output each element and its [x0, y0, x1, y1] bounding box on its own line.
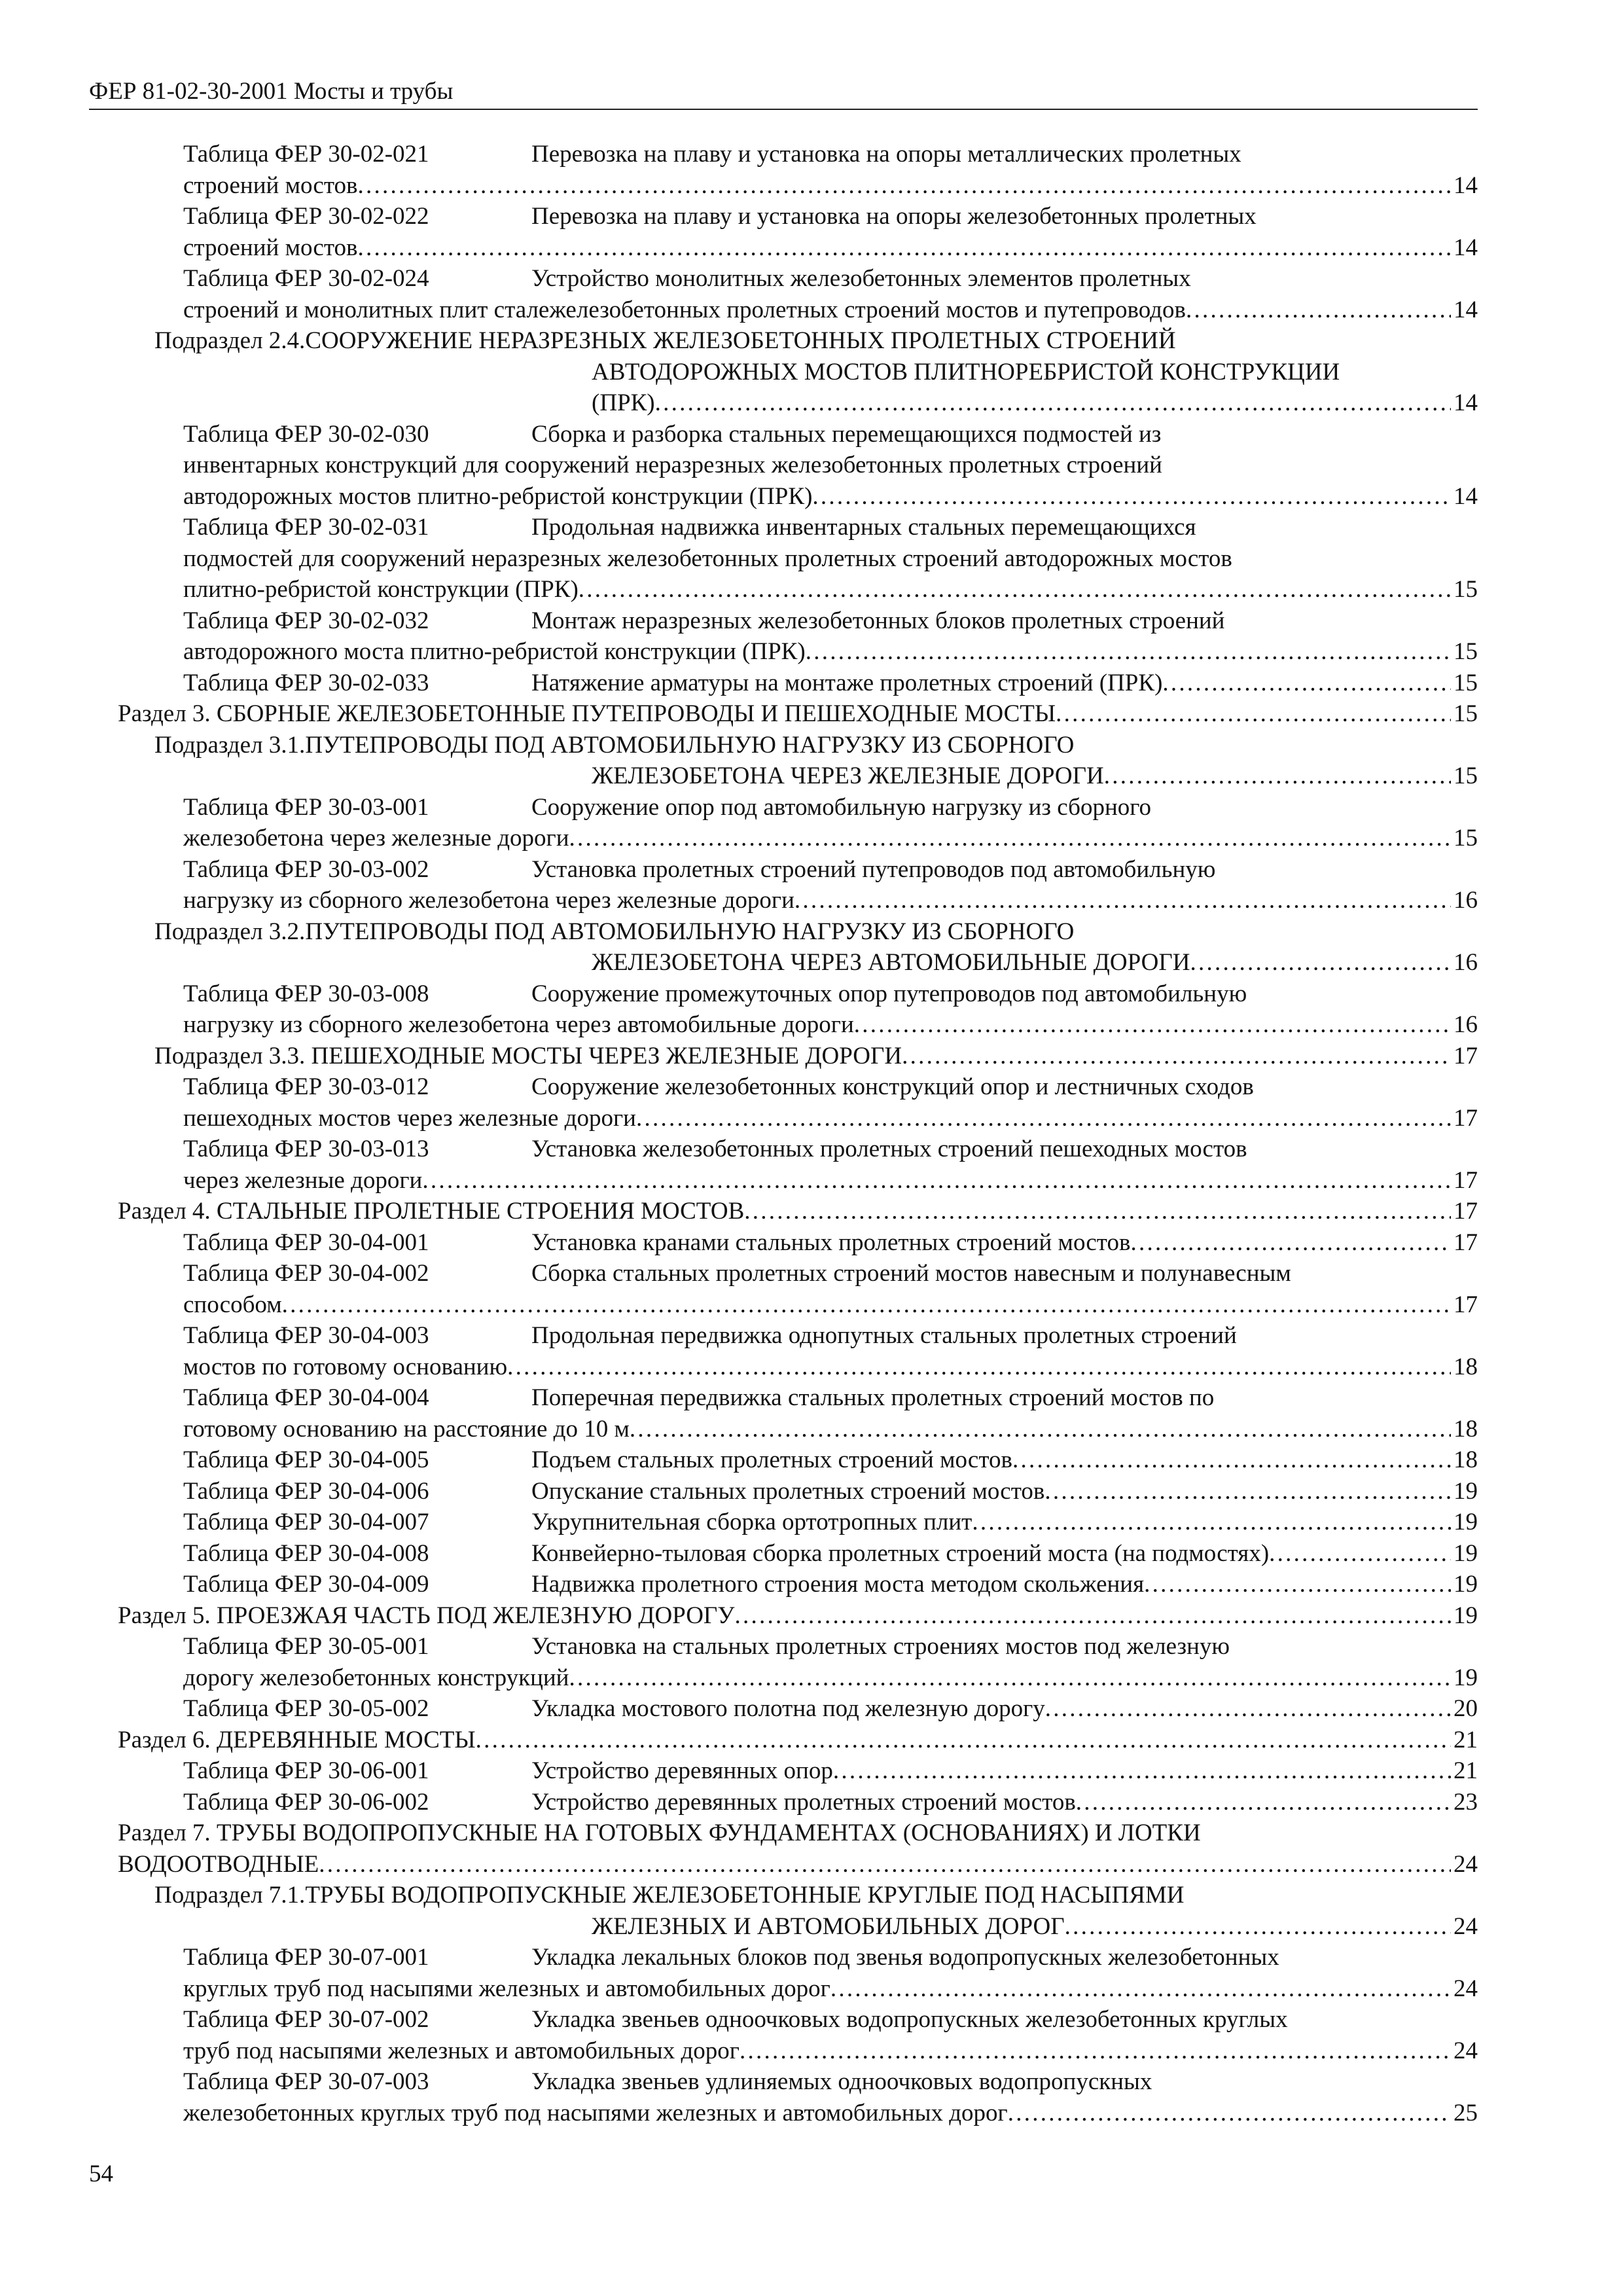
dot-leader [812, 481, 1451, 512]
toc-entry[interactable] [89, 1818, 1478, 1880]
toc-entry[interactable] [89, 1227, 1478, 1259]
toc-entry-title: способом [183, 1291, 282, 1318]
toc-entry-title: Устройство деревянных опор [531, 1757, 833, 1784]
dot-leader [357, 170, 1451, 202]
toc-entry[interactable] [89, 854, 1478, 916]
dot-leader [830, 1973, 1451, 2005]
table-code: Таблица ФЕР 30-05-002 [183, 1695, 429, 1722]
toc-page-number: 15 [1454, 669, 1478, 696]
toc-page-number: 21 [1454, 1726, 1478, 1753]
toc-page-number: 18 [1454, 1353, 1478, 1380]
toc-page-number: 15 [1454, 762, 1478, 789]
table-code: Таблица ФЕР 30-04-009 [183, 1571, 429, 1598]
table-code: Таблица ФЕР 30-03-013 [183, 1136, 429, 1162]
dot-leader [744, 1196, 1451, 1227]
dot-leader [1065, 1911, 1451, 1943]
toc-entry-title: автодорожных мостов плитно-ребристой конструкции (ПРК) [183, 482, 813, 510]
toc-entry-title: строений мостов [183, 234, 358, 261]
table-code: Таблица ФЕР 30-02-021 [183, 141, 429, 168]
toc-entry[interactable] [89, 668, 1478, 699]
toc-entry-last-line [183, 232, 1478, 264]
toc-entry-title: строений и монолитных плит сталежелезобетонных пролетных строений мостов и путепроводов [183, 296, 1186, 323]
table-code: Таблица ФЕР 30-02-030 [183, 420, 429, 448]
subsection-code: Подраздел 7.1. [154, 1882, 306, 1909]
toc-entry[interactable] [89, 978, 1478, 1041]
toc-entry-title: Раздел 5. ПРОЕЗЖАЯ ЧАСТЬ ПОД ЖЕЛЕЗНУЮ ДОРОГУ [118, 1602, 735, 1629]
toc-page-number: 18 [1454, 1446, 1478, 1473]
toc-entry-title: Укладка лекальных блоков под звенья водопропускных железобетонных [531, 1944, 1279, 1971]
toc-entry[interactable] [89, 263, 1478, 325]
toc-page-number: 17 [1454, 1042, 1478, 1069]
toc-entry-title: Укладка мостового полотна под железную дорогу [531, 1695, 1045, 1722]
toc-entry[interactable] [89, 1880, 1478, 1942]
toc-page-number: 21 [1454, 1757, 1478, 1784]
table-code: Таблица ФЕР 30-06-002 [183, 1788, 429, 1816]
toc-entry-title: Конвейерно-тыловая сборка пролетных строений моста (на подмостях) [531, 1539, 1270, 1567]
toc-entry-last-line [154, 1911, 1478, 1943]
toc-entry[interactable] [89, 1134, 1478, 1196]
toc-entry-title: ПУТЕПРОВОДЫ ПОД АВТОМОБИЛЬНУЮ НАГРУЗКУ ИЗ СБОРНОГО [305, 918, 1075, 945]
dot-leader [569, 1662, 1451, 1694]
toc-page-number: 16 [1454, 1011, 1478, 1038]
toc-entry-title: железобетона через железные дороги [183, 825, 569, 852]
toc-entry-last-line [183, 1009, 1478, 1041]
toc-entry-title: нагрузку из сборного железобетона через автомобильные дороги [183, 1011, 854, 1038]
toc-entry-title: через железные дороги [183, 1166, 423, 1194]
toc-entry-last-line [183, 1444, 1478, 1476]
toc-entry[interactable] [89, 1755, 1478, 1787]
subsection-code: Подраздел 2.4. [154, 327, 306, 354]
toc-entry-last-line [154, 947, 1478, 978]
table-code: Таблица ФЕР 30-03-001 [183, 793, 429, 821]
toc-page-number: 17 [1454, 1198, 1478, 1225]
table-of-contents [89, 139, 1478, 2128]
dot-leader [1190, 947, 1451, 978]
toc-entry[interactable] [89, 1041, 1478, 1072]
toc-entry-title: Сооружение опор под автомобильную нагрузку из сборного [531, 793, 1152, 821]
toc-entry[interactable] [89, 1538, 1478, 1570]
toc-entry-last-line [183, 1227, 1478, 1259]
toc-entry-title: СООРУЖЕНИЕ НЕРАЗРЕЗНЫХ ЖЕЛЕЗОБЕТОННЫХ ПРОЛЕТНЫХ СТРОЕНИЙ [305, 327, 1176, 354]
toc-entry-title: Сооружение промежуточных опор путепроводов под автомобильную [531, 980, 1247, 1007]
table-code: Таблица ФЕР 30-04-003 [183, 1322, 429, 1349]
subsection-code: Подраздел 3.2. [154, 918, 306, 945]
toc-entry-head-line [118, 1818, 1478, 1849]
toc-entry-title: пешеходных мостов через железные дороги [183, 1104, 636, 1132]
toc-entry-head-line [183, 605, 1478, 637]
toc-entry[interactable] [89, 512, 1478, 605]
toc-entry-last-line [154, 1041, 1478, 1072]
toc-entry-head-line [183, 1071, 1478, 1103]
toc-page-number: 15 [1454, 638, 1478, 665]
toc-page-number: 19 [1454, 1477, 1478, 1505]
dot-leader [902, 1041, 1451, 1072]
toc-entry[interactable] [89, 698, 1478, 730]
dot-leader [1012, 1444, 1451, 1476]
toc-page-number: 24 [1454, 2037, 1478, 2064]
toc-entry-title: ЖЕЛЕЗОБЕТОНА ЧЕРЕЗ АВТОМОБИЛЬНЫЕ ДОРОГИ [592, 949, 1190, 976]
toc-entry-title: Укладка звеньев удлиняемых одноочковых водопропускных [531, 2068, 1152, 2095]
toc-entry-last-line [118, 1196, 1478, 1227]
table-code: Таблица ФЕР 30-07-001 [183, 1944, 429, 1971]
toc-page-number: 16 [1454, 887, 1478, 914]
toc-entry-head-line [183, 1631, 1478, 1662]
toc-entry-title: Подраздел 3.3. ПЕШЕХОДНЫЕ МОСТЫ ЧЕРЕЗ ЖЕЛЕЗНЫЕ ДОРОГИ [154, 1042, 902, 1069]
dot-leader [1130, 1227, 1451, 1259]
dot-leader [1056, 698, 1451, 730]
toc-entry-last-line [183, 1693, 1478, 1725]
toc-entry-last-line [183, 1165, 1478, 1196]
toc-page-number: 19 [1454, 1571, 1478, 1598]
toc-entry-last-line [154, 761, 1478, 792]
section-title: Раздел 7. ТРУБЫ ВОДОПРОПУСКНЫЕ НА ГОТОВЫХ ФУНДАМЕНТАХ (ОСНОВАНИЯХ) И ЛОТКИ [118, 1820, 1201, 1846]
toc-entry-title: ЖЕЛЕЗНЫХ И АВТОМОБИЛЬНЫХ ДОРОГ [592, 1912, 1065, 1940]
toc-entry-title: Укрупнительная сборка ортотропных плит [531, 1509, 972, 1535]
toc-page-number: 14 [1454, 171, 1478, 199]
dot-leader [476, 1725, 1451, 1756]
toc-page-number: 25 [1454, 2099, 1478, 2126]
toc-entry-last-line [118, 698, 1478, 730]
toc-entry-title: Подъем стальных пролетных строений мостов [531, 1446, 1012, 1473]
toc-entry[interactable] [89, 1320, 1478, 1382]
toc-entry[interactable] [89, 1196, 1478, 1227]
dot-leader [579, 574, 1451, 605]
table-code: Таблица ФЕР 30-04-004 [183, 1384, 429, 1411]
dot-leader [1186, 295, 1451, 326]
table-code: Таблица ФЕР 30-04-002 [183, 1260, 429, 1287]
toc-page-number: 17 [1454, 1291, 1478, 1318]
dot-leader [1144, 1569, 1451, 1600]
toc-entry-last-line [183, 1476, 1478, 1507]
table-code: Таблица ФЕР 30-04-007 [183, 1509, 429, 1535]
dot-leader [794, 885, 1451, 916]
toc-entry-title: Перевозка на плаву и установка на опоры железобетонных пролетных [531, 203, 1257, 230]
toc-entry-last-line [183, 823, 1478, 854]
page-number: 54 [89, 2161, 113, 2187]
toc-entry-last-line [183, 1289, 1478, 1321]
table-code: Таблица ФЕР 30-06-001 [183, 1757, 429, 1784]
toc-entry-head-line [183, 1258, 1478, 1289]
dot-leader [569, 823, 1451, 854]
dot-leader [806, 636, 1451, 668]
toc-page-number: 24 [1454, 1975, 1478, 2002]
toc-entry-head-line [183, 512, 1478, 543]
toc-page-number: 19 [1454, 1539, 1478, 1567]
toc-page-number: 23 [1454, 1788, 1478, 1816]
toc-page-number: 15 [1454, 576, 1478, 603]
dot-leader [972, 1507, 1451, 1538]
toc-entry-title: (ПРК) [592, 389, 655, 416]
toc-entry-title: мостов по готовому основанию [183, 1353, 508, 1380]
table-code: Таблица ФЕР 30-02-022 [183, 203, 429, 230]
toc-entry-last-line [183, 885, 1478, 916]
running-header [89, 77, 1478, 110]
dot-leader [1044, 1476, 1451, 1507]
toc-entry-title: труб под насыпями железных и автомобильных дорог [183, 2037, 740, 2064]
toc-entry-head-line [183, 263, 1478, 295]
toc-entry[interactable] [89, 1600, 1478, 1632]
toc-entry[interactable] [89, 201, 1478, 263]
toc-entry-head-line [183, 792, 1478, 823]
toc-entry[interactable] [89, 1507, 1478, 1538]
toc-entry-last-line [118, 1849, 1478, 1880]
dot-leader [630, 1414, 1451, 1445]
toc-entry-head-line [183, 1942, 1478, 1973]
toc-page-number: 19 [1454, 1602, 1478, 1629]
toc-entry[interactable] [89, 1631, 1478, 1693]
toc-entry[interactable] [89, 730, 1478, 792]
toc-entry-title: автодорожного моста плитно-ребристой конструкции (ПРК) [183, 638, 806, 665]
toc-entry-head-line [183, 1320, 1478, 1352]
toc-entry-title: Поперечная передвижка стальных пролетных строений мостов по [531, 1384, 1215, 1411]
toc-page-number: 24 [1454, 1850, 1478, 1878]
toc-page-number: 14 [1454, 234, 1478, 261]
toc-entry-head-line [154, 730, 1478, 761]
toc-entry-last-line [183, 668, 1478, 699]
toc-entry[interactable] [89, 1382, 1478, 1444]
toc-entry-title: Укладка звеньев одноочковых водопропускных железобетонных круглых [531, 2006, 1288, 2033]
table-code: Таблица ФЕР 30-04-005 [183, 1446, 429, 1473]
toc-entry-title: дорогу железобетонных конструкций [183, 1664, 569, 1691]
dot-leader [319, 1849, 1451, 1880]
table-code: Таблица ФЕР 30-02-032 [183, 607, 429, 634]
toc-entry-title: Установка кранами стальных пролетных строений мостов [531, 1229, 1131, 1256]
toc-entry-last-line [183, 636, 1478, 668]
toc-entry-title: круглых труб под насыпями железных и автомобильных дорог [183, 1975, 830, 2002]
toc-page-number: 17 [1454, 1166, 1478, 1194]
toc-entry-head-line [183, 2066, 1478, 2098]
toc-entry-last-line [183, 1662, 1478, 1694]
toc-entry-title: Надвижка пролетного строения моста методом скольжения [531, 1571, 1145, 1598]
dot-leader [740, 2036, 1451, 2067]
toc-entry-last-line [183, 2036, 1478, 2067]
toc-entry-last-line [183, 2098, 1478, 2129]
toc-entry-head-line [183, 2004, 1478, 2036]
toc-page-number: 19 [1454, 1664, 1478, 1691]
toc-entry-head-line [183, 1382, 1478, 1414]
toc-entry-head-line [183, 419, 1478, 450]
toc-entry-last-line [183, 1569, 1478, 1600]
table-code: Таблица ФЕР 30-03-008 [183, 980, 429, 1007]
toc-entry[interactable] [89, 792, 1478, 854]
toc-entry-title: Сборка и разборка стальных перемещающихся подмостей из [531, 420, 1162, 448]
toc-entry-title: Установка на стальных пролетных строениях мостов под железную [531, 1633, 1230, 1660]
toc-entry-title: Опускание стальных пролетных строений мостов [531, 1477, 1045, 1505]
toc-entry-head-line [183, 1134, 1478, 1165]
toc-entry[interactable] [89, 1569, 1478, 1600]
toc-entry-last-line [118, 1725, 1478, 1756]
toc-entry-last-line [183, 1538, 1478, 1570]
toc-entry-title: Раздел 3. СБОРНЫЕ ЖЕЛЕЗОБЕТОННЫЕ ПУТЕПРОВОДЫ И ПЕШЕХОДНЫЕ МОСТЫ [118, 700, 1056, 727]
dot-leader [422, 1165, 1451, 1196]
toc-entry[interactable] [89, 916, 1478, 978]
toc-entry[interactable] [89, 1725, 1478, 1756]
toc-entry-title: плитно-ребристой конструкции (ПРК) [183, 576, 579, 603]
toc-page-number: 14 [1454, 296, 1478, 323]
table-code: Таблица ФЕР 30-04-006 [183, 1477, 429, 1505]
toc-page-number: 15 [1454, 825, 1478, 852]
toc-entry-title: Сооружение железобетонных конструкций опор и лестничных сходов [531, 1073, 1254, 1100]
toc-entry-last-line [183, 1787, 1478, 1818]
table-code: Таблица ФЕР 30-03-002 [183, 855, 429, 883]
table-code: Таблица ФЕР 30-07-003 [183, 2068, 429, 2095]
toc-entry[interactable] [89, 605, 1478, 668]
table-code: Таблица ФЕР 30-02-033 [183, 669, 429, 696]
toc-page-number: 14 [1454, 482, 1478, 510]
subsection-code: Подраздел 3.1. [154, 731, 306, 759]
dot-leader [1104, 761, 1451, 792]
toc-page-number: 19 [1454, 1509, 1478, 1535]
toc-entry-title: Сборка стальных пролетных строений мостов навесным и полунавесным [531, 1260, 1291, 1287]
dot-leader [636, 1103, 1451, 1134]
dot-leader [1008, 2098, 1451, 2129]
toc-entry[interactable] [89, 139, 1478, 201]
toc-page-number: 18 [1454, 1415, 1478, 1443]
toc-entry[interactable] [89, 1787, 1478, 1818]
toc-entry-head-line [183, 854, 1478, 886]
toc-entry-title: нагрузку из сборного железобетона через железные дороги [183, 887, 794, 914]
dot-leader [1162, 668, 1451, 699]
toc-entry-title: ЖЕЛЕЗОБЕТОНА ЧЕРЕЗ ЖЕЛЕЗНЫЕ ДОРОГИ [592, 762, 1104, 789]
dot-leader [282, 1289, 1451, 1321]
toc-entry-head-line [183, 978, 1478, 1010]
toc-entry[interactable] [89, 1258, 1478, 1320]
table-code: Таблица ФЕР 30-02-031 [183, 514, 429, 541]
toc-entry-title: Установка пролетных строений путепроводов под автомобильную [531, 855, 1216, 883]
toc-entry[interactable] [89, 2066, 1478, 2128]
toc-entry-last-line [118, 1600, 1478, 1632]
toc-entry-title: Натяжение арматуры на монтаже пролетных строений (ПРК) [531, 669, 1163, 696]
toc-entry[interactable] [89, 419, 1478, 512]
toc-entry-title: Перевозка на плаву и установка на опоры металлических пролетных [531, 141, 1241, 168]
toc-entry-last-line [183, 1352, 1478, 1383]
toc-entry-head-line [183, 201, 1478, 232]
toc-entry-last-line [183, 574, 1478, 605]
toc-page-number: 17 [1454, 1229, 1478, 1256]
table-code: Таблица ФЕР 30-04-001 [183, 1229, 429, 1256]
toc-entry-last-line [183, 481, 1478, 512]
toc-entry-title: Монтаж неразрезных железобетонных блоков пролетных строений [531, 607, 1225, 634]
toc-entry-last-line [183, 1973, 1478, 2005]
toc-entry-title: Устройство монолитных железобетонных элементов пролетных [531, 265, 1191, 292]
toc-entry-head-line [154, 916, 1478, 948]
toc-entry[interactable] [89, 1071, 1478, 1134]
toc-entry-last-line [183, 1755, 1478, 1787]
toc-page-number: 17 [1454, 1104, 1478, 1132]
toc-entry[interactable] [89, 1476, 1478, 1507]
toc-entry-head-line [183, 139, 1478, 170]
toc-entry-head-line [154, 1880, 1478, 1911]
toc-entry-head-line [154, 325, 1478, 357]
toc-entry-last-line [183, 1507, 1478, 1538]
dot-leader [507, 1352, 1451, 1383]
dot-leader [833, 1755, 1451, 1787]
toc-entry[interactable] [89, 325, 1478, 419]
toc-entry-title: ТРУБЫ ВОДОПРОПУСКНЫЕ ЖЕЛЕЗОБЕТОННЫЕ КРУГЛЫЕ ПОД НАСЫПЯМИ [305, 1882, 1185, 1909]
toc-entry-last-line [154, 387, 1478, 419]
table-code: Таблица ФЕР 30-07-002 [183, 2006, 429, 2033]
dot-leader [1076, 1787, 1451, 1818]
toc-page-number: 15 [1454, 700, 1478, 727]
table-code: Таблица ФЕР 30-04-008 [183, 1539, 429, 1567]
toc-page-number: 16 [1454, 949, 1478, 976]
toc-entry-title: Раздел 4. СТАЛЬНЫЕ ПРОЛЕТНЫЕ СТРОЕНИЯ МОСТОВ [118, 1198, 745, 1225]
toc-entry-title: Устройство деревянных пролетных строений мостов [531, 1788, 1076, 1816]
table-code: Таблица ФЕР 30-05-001 [183, 1633, 429, 1660]
toc-entry-title: Продольная надвижка инвентарных стальных перемещающихся [531, 514, 1196, 541]
toc-entry[interactable] [89, 2004, 1478, 2066]
toc-entry-title: Раздел 6. ДЕРЕВЯННЫЕ МОСТЫ [118, 1726, 476, 1753]
dot-leader [357, 232, 1451, 264]
toc-entry-continuation-line: АВТОДОРОЖНЫХ МОСТОВ ПЛИТНОРЕБРИСТОЙ КОНСТРУКЦИИ [592, 358, 1340, 386]
toc-entry-last-line [183, 295, 1478, 326]
toc-entry-title: железобетонных круглых труб под насыпями железных и автомобильных дорог [183, 2099, 1008, 2126]
toc-entry-title: ВОДООТВОДНЫЕ [118, 1850, 319, 1878]
toc-page-number: 14 [1454, 389, 1478, 416]
toc-entry-continuation-line: подмостей для сооружений неразрезных железобетонных пролетных строений автодорожных мостов [183, 545, 1232, 572]
dot-leader [1045, 1693, 1451, 1725]
toc-entry-last-line [183, 1414, 1478, 1445]
toc-page-number: 24 [1454, 1912, 1478, 1940]
toc-entry-continuation-line: инвентарных конструкций для сооружений неразрезных железобетонных пролетных строений [183, 452, 1162, 478]
toc-entry-last-line [183, 1103, 1478, 1134]
page-footer [89, 2160, 113, 2188]
document-title: ФЕР 81-02-30-2001 Мосты и трубы [89, 78, 454, 105]
toc-entry-title: ПУТЕПРОВОДЫ ПОД АВТОМОБИЛЬНУЮ НАГРУЗКУ ИЗ СБОРНОГО [305, 731, 1075, 759]
table-code: Таблица ФЕР 30-03-012 [183, 1073, 429, 1100]
toc-entry[interactable] [89, 1444, 1478, 1476]
table-code: Таблица ФЕР 30-02-024 [183, 265, 429, 292]
toc-entry[interactable] [89, 1942, 1478, 2004]
toc-entry-title: Продольная передвижка однопутных стальных пролетных строений [531, 1322, 1237, 1349]
toc-entry-title: Установка железобетонных пролетных строений пешеходных мостов [531, 1136, 1247, 1162]
dot-leader [655, 387, 1451, 419]
dot-leader [1269, 1538, 1451, 1570]
toc-entry[interactable] [89, 1693, 1478, 1725]
toc-entry-title: строений мостов [183, 171, 358, 199]
toc-page-number: 20 [1454, 1695, 1478, 1722]
toc-entry-title: готовому основанию на расстояние до 10 м [183, 1415, 630, 1443]
toc-entry-last-line [183, 170, 1478, 202]
dot-leader [854, 1009, 1451, 1041]
dot-leader [735, 1600, 1451, 1632]
